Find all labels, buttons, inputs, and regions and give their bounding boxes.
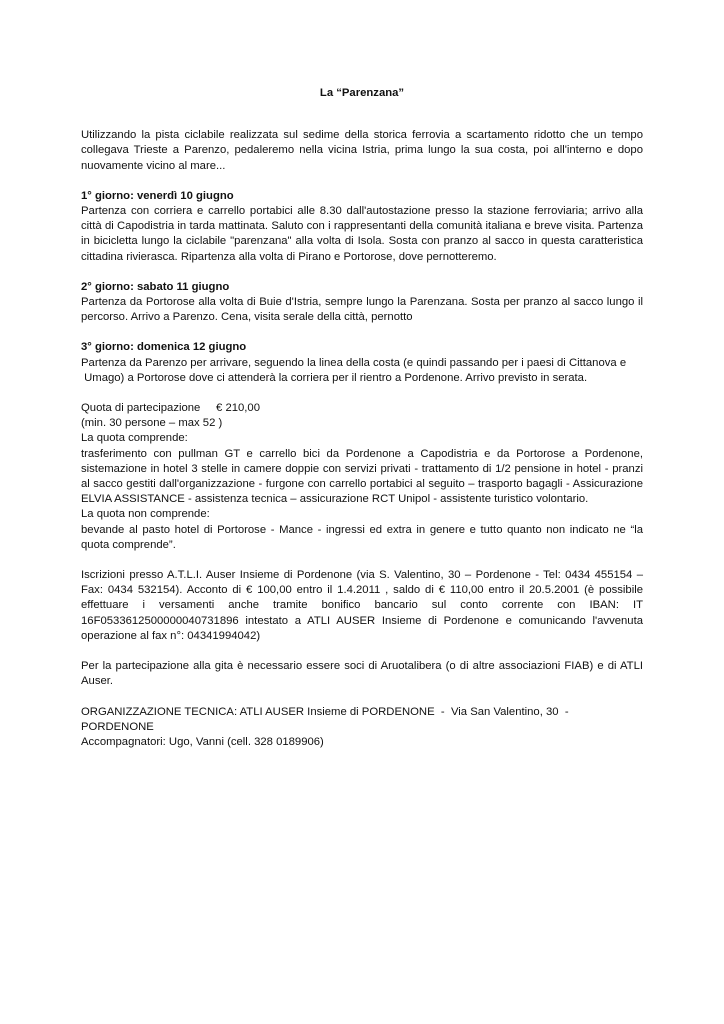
day3-text-line-1: Partenza da Parenzo per arrivare, seguendo la linea della costa (e quindi passando per i paesi di Cittanova e	[81, 356, 627, 369]
quota-non-comprende-text: bevande al pasto hotel di Portorose - Mance - ingressi ed extra in genere e tutto quanto non indicato ne “la quota comprende”.	[81, 523, 643, 551]
quota-price: Quota di partecipazione € 210,00	[81, 402, 260, 415]
iscrizioni-paragraph: Iscrizioni presso A.T.L.I. Auser Insieme di Pordenone (via S. Valentino, 30 – Pordenone - Tel: 0434 455154 – Fax: 0434 532154). Acconto di € 100,00 entro il 1.4.2011 , saldo di € 110,00 entro il 20.5.2001 (è possibile effettuare i versamenti anche tramite bonifico bancario sul conto corrente con IBAN: IT 16F0533612500000040731896 intestato a ATLI AUSER Insieme di Pordenone e comunicando l'avvenuta operazione al fax n°: 04341994042)	[81, 569, 643, 642]
accompagnatori-line: Accompagnatori: Ugo, Vanni (cell. 328 0189906)	[81, 735, 324, 748]
document-title: La “Parenzana”	[319, 87, 405, 99]
day2-text: Partenza da Portorose alla volta di Buie d'Istria, sempre lungo la Parenzana. Sosta per pranzo al sacco lungo il percorso. Arrivo a Parenzo. Cena, visita serale della città, pernotto	[81, 296, 643, 324]
day3-heading: 3° giorno: domenica 12 giugno	[81, 341, 247, 354]
quota-comprende-label: La quota comprende:	[81, 432, 188, 445]
soci-paragraph: Per la partecipazione alla gita è necessario essere soci di Aruotalibera (o di altre associazioni FIAB) e di ATLI Auser.	[81, 660, 643, 688]
day2-heading: 2° giorno: sabato 11 giugno	[81, 280, 230, 293]
day1-text: Partenza con corriera e carrello portabici alle 8.30 dall'autostazione presso la stazione ferroviaria; arrivo alla città di Capodistria in tarda mattinata. Saluto con i rappresentanti della comunità italiana e breve visita. Partenza in bicicletta lungo la ciclabile "parenzana" alla volta di Isola. Sosta con pranzo al sacco in questa caratteristica cittadina rivierasca. Ripartenza alla volta di Pirano e Portorose, dove pernotteremo.	[81, 205, 643, 263]
intro-paragraph: Utilizzando la pista ciclabile realizzata sul sedime della storica ferrovia a scartamento ridotto che un tempo collegava Trieste a Parenzo, pedaleremo nella vicina Istria, prima lungo la sua costa, poi all'interno e dopo nuovamente vicino al mare...	[81, 129, 643, 172]
day1-heading: 1° giorno: venerdì 10 giugno	[81, 189, 234, 202]
quota-limits: (min. 30 persone – max 52 )	[81, 417, 223, 430]
document-body	[81, 86, 643, 750]
day3-text-line-2: Umago) a Portorose dove ci attenderà la corriera per il rientro a Pordenone. Arrivo previsto in serata.	[81, 371, 588, 384]
organizzazione-line: ORGANIZZAZIONE TECNICA: ATLI AUSER Insieme di PORDENONE - Via San Valentino, 30 - PORDENONE	[81, 705, 575, 733]
quota-non-comprende-label: La quota non comprende:	[81, 508, 210, 521]
quota-comprende-text: trasferimento con pullman GT e carrello bici da Pordenone a Capodistria e da Portorose a Pordenone, sistemazione in hotel 3 stelle in camere doppie con servizi privati - trattamento di 1/2 pensione in hotel - pranzi al sacco gestiti dall'organizzazione - furgone con carrello portabici al seguito – trasporto bagagli - Assicurazione ELVIA ASSISTANCE - assistenza tecnica – assicurazione RCT Unipol - assistente turistico volontario.	[81, 447, 643, 506]
